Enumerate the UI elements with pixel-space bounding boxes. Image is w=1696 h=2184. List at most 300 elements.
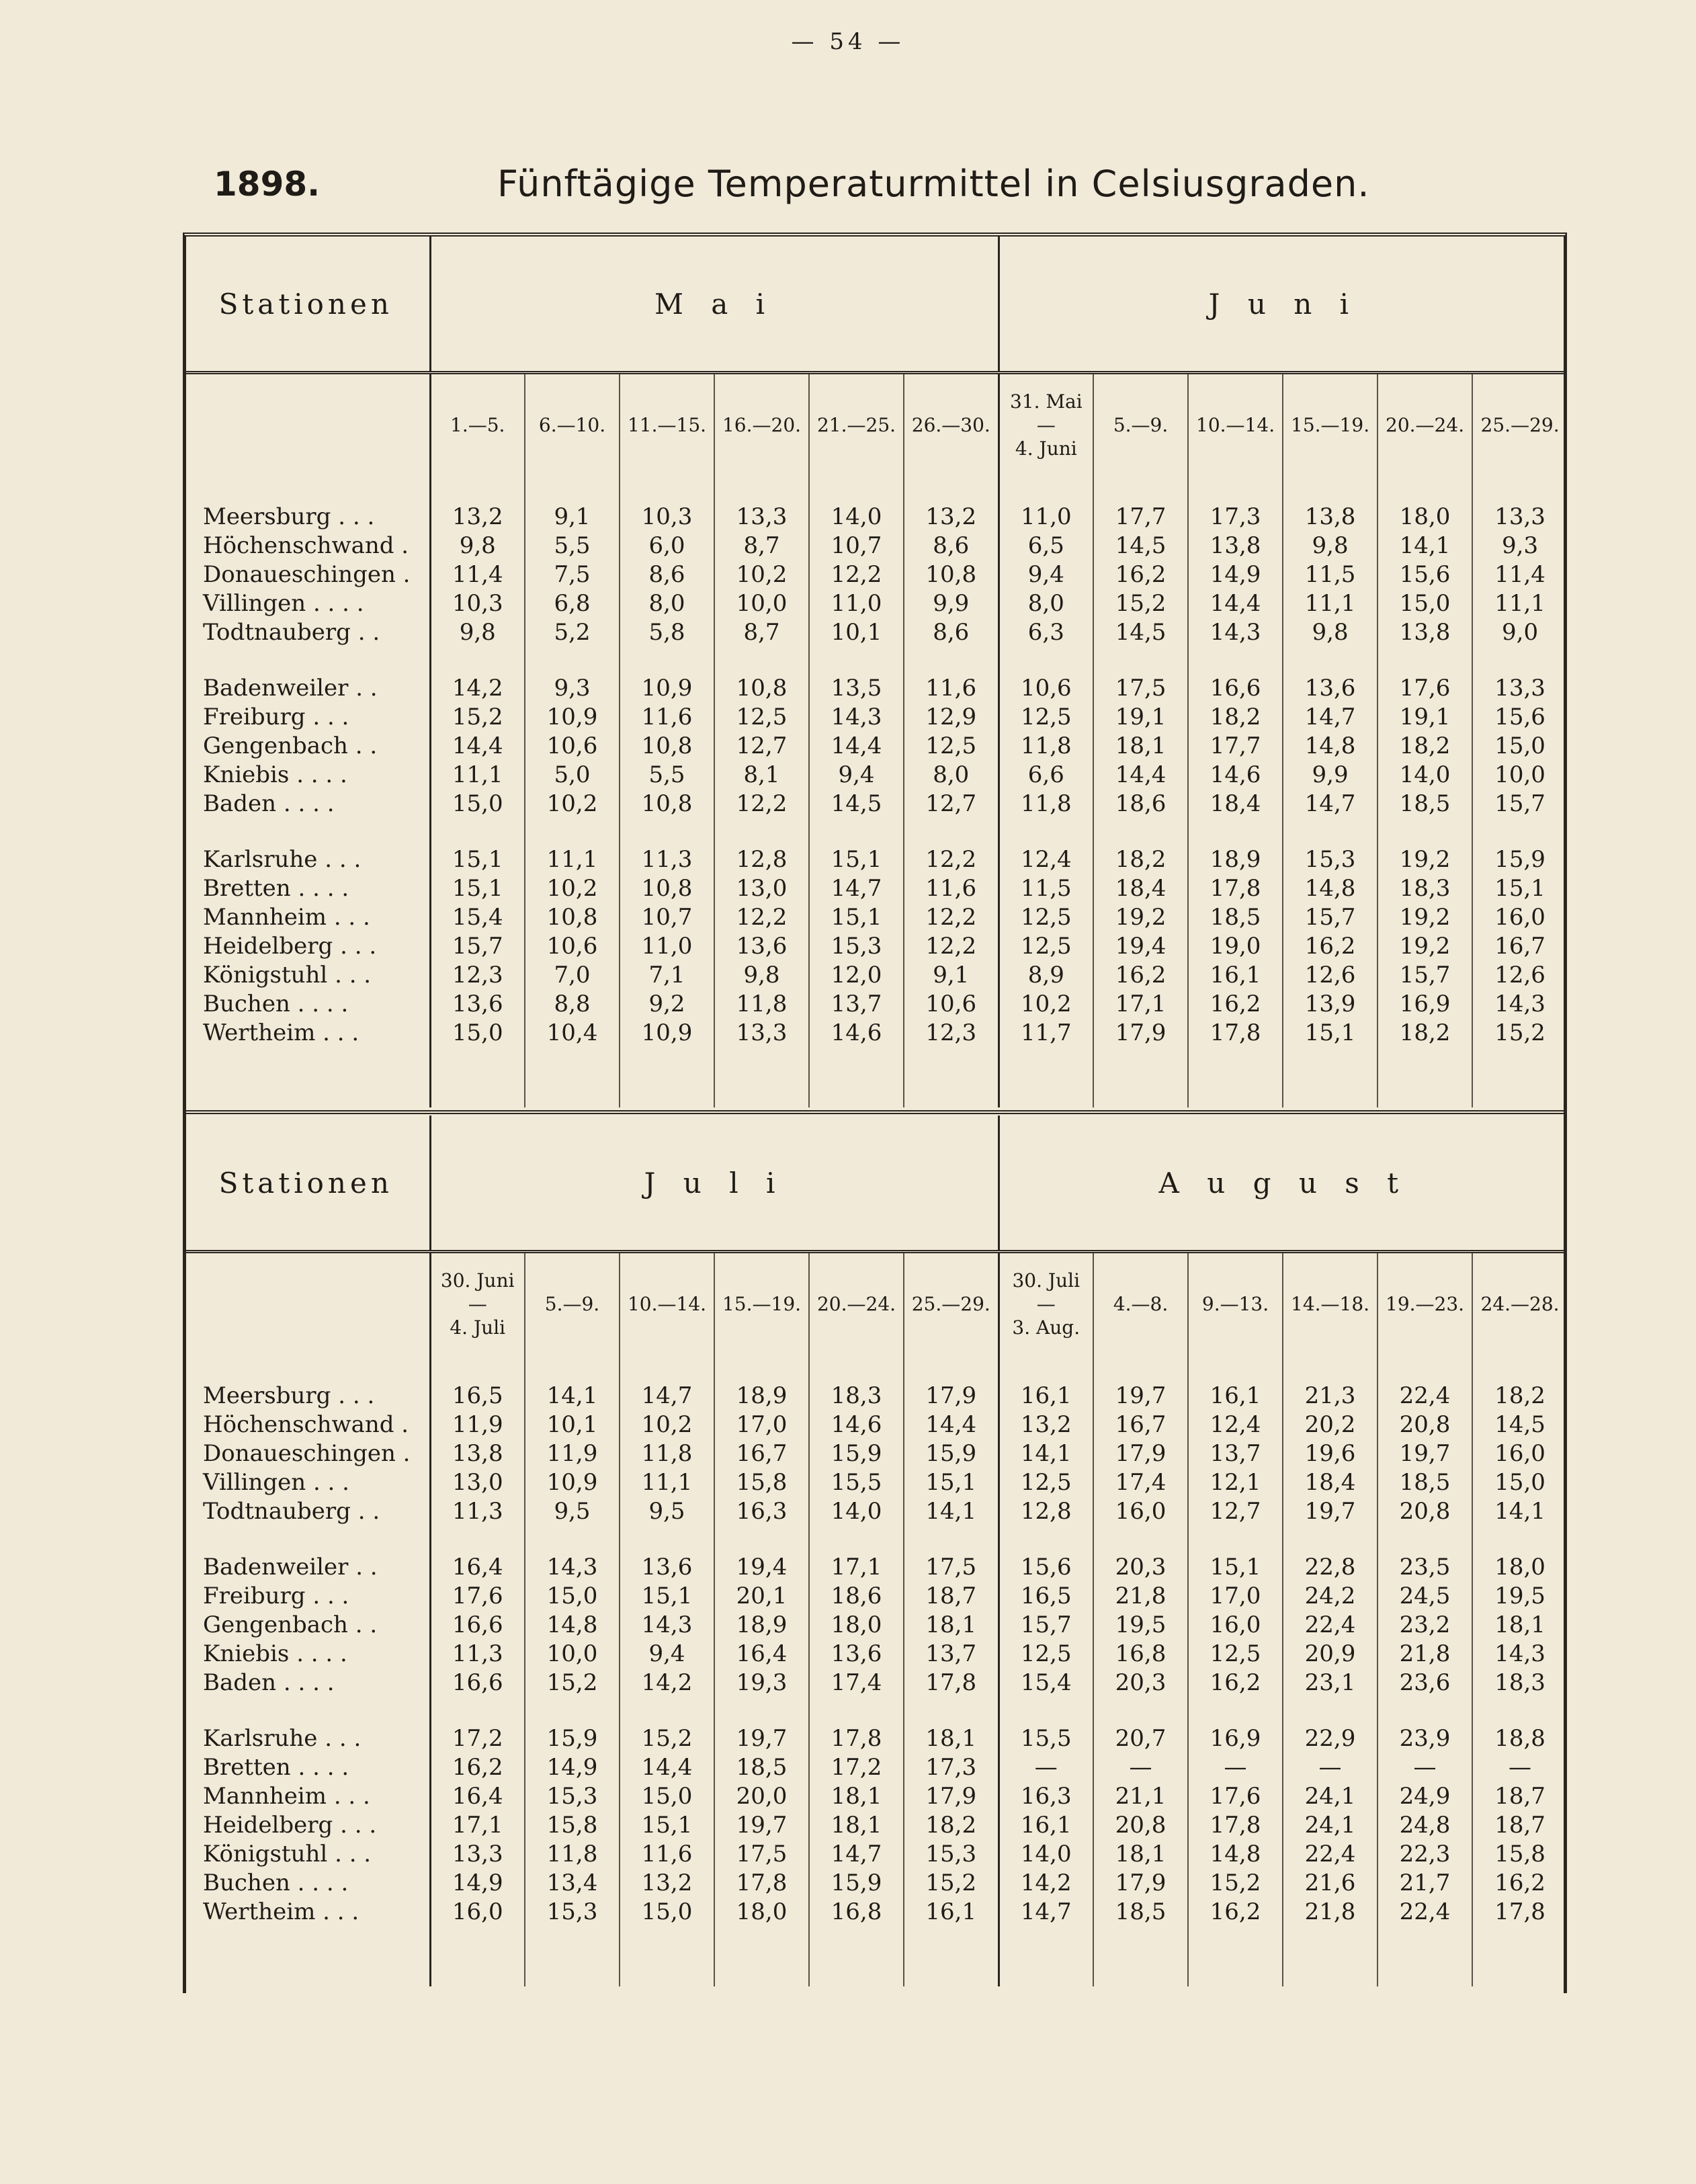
temperature-cell: 15,2: [1472, 1018, 1567, 1047]
temperature-cell: 15,0: [430, 1018, 525, 1047]
temperature-cell: 12,7: [904, 789, 999, 818]
month-right-header: A u g u s t: [999, 1116, 1567, 1252]
temperature-cell: 11,8: [525, 1839, 620, 1868]
temperature-cell: 5,8: [620, 618, 714, 646]
period-header: [620, 1252, 714, 1355]
spacer-cell: [1377, 1697, 1472, 1724]
station-name: Gengenbach . .: [203, 732, 378, 759]
spacer-row: [183, 1926, 1567, 1986]
temperature-cell: 18,2: [904, 1810, 999, 1839]
table-row: [183, 1552, 1567, 1581]
spacer-cell: [525, 1697, 620, 1724]
column-header-line: 10.—14.: [1196, 413, 1275, 436]
spacer-cell: [620, 1697, 714, 1724]
temperature-cell: 14,3: [620, 1610, 714, 1639]
column-header-line: 10.—14.: [627, 1292, 707, 1315]
column-header-line: 4. Juli: [450, 1316, 506, 1339]
temperature-cell: 13,3: [714, 1018, 809, 1047]
temperature-cell: 12,5: [999, 902, 1093, 931]
temperature-cell: 9,9: [904, 589, 999, 618]
temperature-cell: 16,2: [1188, 1668, 1283, 1697]
temperature-cell: 24,1: [1283, 1810, 1377, 1839]
table-row: [183, 989, 1567, 1018]
temperature-cell: 17,5: [904, 1552, 999, 1581]
station-name: Todtnauberg . .: [203, 618, 380, 646]
temperature-cell: 11,4: [1472, 560, 1567, 589]
temperature-cell: 12,5: [1188, 1639, 1283, 1668]
station-name: Heidelberg . . .: [203, 1811, 377, 1839]
spacer-cell: [1472, 646, 1567, 673]
temperature-cell: 18,9: [714, 1610, 809, 1639]
spacer-cell: [714, 1697, 809, 1724]
table-row: [183, 1468, 1567, 1497]
temperature-cell: 10,2: [999, 989, 1093, 1018]
temperature-cell: 15,1: [620, 1810, 714, 1839]
temperature-cell: 16,8: [1093, 1639, 1188, 1668]
temperature-cell: 13,2: [430, 502, 525, 531]
temperature-cell: 15,8: [525, 1810, 620, 1839]
temperature-cell: 18,3: [1377, 874, 1472, 902]
temperature-cell: 24,5: [1377, 1581, 1472, 1610]
temperature-cell: 24,9: [1377, 1781, 1472, 1810]
temperature-cell: 15,9: [809, 1439, 904, 1468]
temperature-cell: 15,0: [1472, 1468, 1567, 1497]
spacer-cell: [904, 1697, 999, 1724]
station-name: Höchenschwand .: [203, 1411, 409, 1438]
temperature-cell: 21,8: [1377, 1639, 1472, 1668]
spacer-cell: [1188, 818, 1283, 845]
temperature-cell: 13,3: [1472, 502, 1567, 531]
spacer-cell: [809, 1354, 904, 1381]
spacer-row: [183, 646, 1567, 673]
column-header-line: 30. Juli: [1012, 1269, 1080, 1292]
temperature-cell: 10,0: [714, 589, 809, 618]
temperature-cell: 18,1: [809, 1810, 904, 1839]
temperature-cell: 17,2: [809, 1753, 904, 1781]
temperature-cell: 20,3: [1093, 1668, 1188, 1697]
temperature-cell: 11,0: [999, 502, 1093, 531]
temperature-cell: 11,5: [1283, 560, 1377, 589]
temperature-cell: 17,8: [1472, 1897, 1567, 1926]
temperature-cell: 9,9: [1283, 760, 1377, 789]
temperature-cell: 14,3: [1472, 989, 1567, 1018]
spacer-cell: [1472, 1926, 1567, 1986]
temperature-cell: 18,0: [714, 1897, 809, 1926]
temperature-cell: 19,0: [1188, 931, 1283, 960]
temperature-cell: 24,2: [1283, 1581, 1377, 1610]
temperature-cell: 24,8: [1377, 1810, 1472, 1839]
temperature-cell: 17,9: [904, 1381, 999, 1410]
temperature-cell: 10,8: [620, 731, 714, 760]
table-row: [183, 931, 1567, 960]
temperature-cell: 17,8: [1188, 874, 1283, 902]
temperature-cell: 15,8: [1472, 1839, 1567, 1868]
temperature-cell: 15,5: [999, 1724, 1093, 1753]
spacer-cell: [430, 1697, 525, 1724]
temperature-cell: 10,2: [714, 560, 809, 589]
station-name: Badenweiler . .: [203, 1553, 378, 1581]
temperature-cell: 16,0: [430, 1897, 525, 1926]
period-header: [1188, 373, 1283, 476]
spacer-cell: [620, 818, 714, 845]
table-row: [183, 1497, 1567, 1525]
temperature-cell: 12,5: [999, 1468, 1093, 1497]
temperature-cell: 10,8: [525, 902, 620, 931]
temperature-cell: 16,6: [1188, 673, 1283, 702]
temperature-cell: 11,8: [714, 989, 809, 1018]
temperature-cell: 15,2: [620, 1724, 714, 1753]
temperature-cell: 7,0: [525, 960, 620, 989]
temperature-cell: 14,4: [809, 731, 904, 760]
temperature-cell: 14,9: [430, 1868, 525, 1897]
temperature-cell: 14,3: [809, 702, 904, 731]
temperature-cell: 13,6: [809, 1639, 904, 1668]
temperature-cell: 12,8: [714, 845, 809, 874]
column-header-line: 15.—19.: [1291, 413, 1370, 436]
temperature-cell: 17,3: [1188, 502, 1283, 531]
temperature-cell: 14,8: [1283, 731, 1377, 760]
spacer-cell: [525, 1926, 620, 1986]
temperature-cell: 10,6: [999, 673, 1093, 702]
station-name: Königstuhl . . .: [203, 961, 372, 989]
table-row: [183, 531, 1567, 560]
station-name: Königstuhl . . .: [203, 1840, 372, 1867]
temperature-cell: 9,8: [1283, 618, 1377, 646]
temperature-cell: 17,6: [1188, 1781, 1283, 1810]
temperature-cell: 10,1: [525, 1410, 620, 1439]
temperature-cell: 11,6: [620, 702, 714, 731]
temperature-cell: 18,7: [1472, 1781, 1567, 1810]
spacer-cell: [1472, 1697, 1567, 1724]
temperature-cell: 14,2: [999, 1868, 1093, 1897]
temperature-cell: 6,5: [999, 531, 1093, 560]
temperature-cell: 19,2: [1093, 902, 1188, 931]
temperature-cell: 17,7: [1093, 502, 1188, 531]
temperature-cell: 15,0: [525, 1581, 620, 1610]
temperature-cell: 9,5: [620, 1497, 714, 1525]
temperature-cell: 13,7: [809, 989, 904, 1018]
spacer-cell: [904, 1525, 999, 1552]
table-may-june: [183, 237, 1567, 1107]
year-label: 1898.: [214, 165, 321, 204]
spacer-cell: [999, 1697, 1093, 1724]
temperature-cell: 12,6: [1472, 960, 1567, 989]
temperature-cell: 14,4: [1093, 760, 1188, 789]
temperature-cell: 18,6: [1093, 789, 1188, 818]
spacer-cell: [1093, 1697, 1188, 1724]
temperature-cell: 18,8: [1472, 1724, 1567, 1753]
temperature-cell: 16,7: [1472, 931, 1567, 960]
data-table: [183, 1116, 1567, 1986]
period-header: [1377, 373, 1472, 476]
spacer-cell: [999, 1926, 1093, 1986]
temperature-cell: 15,4: [999, 1668, 1093, 1697]
column-header-line: 9.—13.: [1201, 1292, 1269, 1315]
column-header-line: 25.—29.: [1480, 413, 1560, 436]
temperature-cell: 16,9: [1188, 1724, 1283, 1753]
spacer-cell: [1093, 818, 1188, 845]
temperature-cell: 10,6: [525, 731, 620, 760]
spacer-cell: [183, 818, 430, 845]
temperature-cell: 19,7: [714, 1810, 809, 1839]
temperature-cell: 18,0: [809, 1610, 904, 1639]
temperature-cell: 21,8: [1093, 1581, 1188, 1610]
temperature-cell: 14,5: [1093, 618, 1188, 646]
temperature-cell: —: [1188, 1753, 1283, 1781]
temperature-cell: 17,8: [904, 1668, 999, 1697]
temperature-cell: 14,5: [1093, 531, 1188, 560]
temperature-cell: 8,0: [904, 760, 999, 789]
page-number: — 54 —: [791, 28, 905, 55]
temperature-cell: 20,7: [1093, 1724, 1188, 1753]
period-header: 6.—10.: [525, 373, 620, 476]
temperature-cell: 10,6: [525, 931, 620, 960]
spacer-cell: [904, 1047, 999, 1107]
spacer-cell: [183, 646, 430, 673]
temperature-cell: 20,1: [714, 1581, 809, 1610]
spacer-cell: [999, 818, 1093, 845]
temperature-cell: 13,2: [620, 1868, 714, 1897]
spacer-cell: [904, 646, 999, 673]
temperature-cell: 17,8: [1188, 1810, 1283, 1839]
temperature-cell: 23,2: [1377, 1610, 1472, 1639]
spacer-cell: [620, 1926, 714, 1986]
temperature-cell: 15,9: [904, 1439, 999, 1468]
temperature-cell: 15,5: [809, 1468, 904, 1497]
temperature-cell: 10,6: [904, 989, 999, 1018]
column-header-line: —: [1036, 1292, 1056, 1315]
spacer-cell: [809, 475, 904, 502]
temperature-cell: 18,9: [714, 1381, 809, 1410]
temperature-cell: 17,9: [1093, 1868, 1188, 1897]
temperature-cell: 17,5: [714, 1839, 809, 1868]
spacer-cell: [809, 1047, 904, 1107]
temperature-cell: 12,5: [999, 1639, 1093, 1668]
spacer-cell: [904, 818, 999, 845]
temperature-cell: 15,3: [1283, 845, 1377, 874]
temperature-cell: 9,8: [714, 960, 809, 989]
spacer-cell: [620, 1354, 714, 1381]
column-header-line: 4.—8.: [1113, 1292, 1169, 1315]
temperature-cell: 14,0: [809, 502, 904, 531]
temperature-cell: 16,5: [999, 1581, 1093, 1610]
temperature-cell: 16,8: [809, 1897, 904, 1926]
temperature-cell: 18,1: [904, 1724, 999, 1753]
column-header-line: 25.—29.: [911, 1292, 990, 1315]
temperature-cell: 14,7: [809, 1839, 904, 1868]
spacer-cell: [183, 475, 430, 502]
temperature-cell: 10,2: [525, 874, 620, 902]
spacer-cell: [620, 646, 714, 673]
temperature-cell: 19,5: [1093, 1610, 1188, 1639]
temperature-cell: 11,1: [430, 760, 525, 789]
temperature-cell: 12,2: [714, 789, 809, 818]
temperature-cell: 13,6: [620, 1552, 714, 1581]
table-row: [183, 1810, 1567, 1839]
table-row: [183, 874, 1567, 902]
station-name: Baden . . . .: [203, 1669, 335, 1696]
station-name: Höchenschwand .: [203, 532, 409, 559]
temperature-cell: 20,8: [1377, 1410, 1472, 1439]
temperature-cell: 14,4: [620, 1753, 714, 1781]
temperature-cell: 16,9: [1377, 989, 1472, 1018]
temperature-cell: 17,8: [809, 1724, 904, 1753]
temperature-cell: 13,8: [430, 1439, 525, 1468]
temperature-cell: 15,1: [809, 902, 904, 931]
temperature-cell: 22,9: [1283, 1724, 1377, 1753]
temperature-cell: 16,1: [904, 1897, 999, 1926]
temperature-cell: 12,2: [714, 902, 809, 931]
temperature-cell: 12,7: [714, 731, 809, 760]
temperature-cell: 16,2: [1188, 989, 1283, 1018]
temperature-cell: 9,2: [620, 989, 714, 1018]
temperature-cell: 16,3: [999, 1781, 1093, 1810]
period-header: [1093, 373, 1188, 476]
temperature-cell: 15,7: [430, 931, 525, 960]
temperature-cell: 22,4: [1283, 1610, 1377, 1639]
temperature-cell: 16,2: [1188, 1897, 1283, 1926]
month-header-row: [183, 1116, 1567, 1252]
spacer-cell: [183, 1047, 430, 1107]
spacer-cell: [1472, 1047, 1567, 1107]
temperature-cell: 8,6: [620, 560, 714, 589]
spacer-cell: [714, 1047, 809, 1107]
temperature-cell: 14,0: [999, 1839, 1093, 1868]
temperature-cell: 16,2: [430, 1753, 525, 1781]
spacer-cell: [714, 1354, 809, 1381]
column-header-line: 5.—9.: [544, 1292, 600, 1315]
temperature-cell: 15,0: [1472, 731, 1567, 760]
temperature-cell: 11,0: [620, 931, 714, 960]
temperature-cell: 19,6: [1283, 1439, 1377, 1468]
temperature-cell: 17,5: [1093, 673, 1188, 702]
temperature-cell: 16,4: [714, 1639, 809, 1668]
station-name: Bretten . . . .: [203, 874, 349, 902]
temperature-cell: 15,7: [1377, 960, 1472, 989]
temperature-cell: 15,6: [1472, 702, 1567, 731]
temperature-cell: 5,2: [525, 618, 620, 646]
temperature-cell: 19,5: [1472, 1581, 1567, 1610]
temperature-cell: 15,6: [999, 1552, 1093, 1581]
temperature-cell: 15,1: [430, 874, 525, 902]
table-row: [183, 673, 1567, 702]
spacer-cell: [525, 818, 620, 845]
temperature-cell: 20,2: [1283, 1410, 1377, 1439]
table-row: [183, 1639, 1567, 1668]
spacer-cell: [1472, 1354, 1567, 1381]
spacer-cell: [525, 1354, 620, 1381]
spacer-cell: [183, 1354, 430, 1381]
spacer-cell: [620, 1525, 714, 1552]
table-row: [183, 1839, 1567, 1868]
temperature-cell: 15,3: [904, 1839, 999, 1868]
temperature-cell: 15,6: [1377, 560, 1472, 589]
spacer-cell: [999, 1354, 1093, 1381]
temperature-cell: 19,2: [1377, 845, 1472, 874]
temperature-cell: 10,9: [620, 673, 714, 702]
station-name: Villingen . . .: [203, 1468, 349, 1496]
spacer-cell: [183, 1525, 430, 1552]
temperature-cell: 19,4: [1093, 931, 1188, 960]
stations-header: Stationen: [183, 237, 430, 373]
temperature-cell: 11,3: [430, 1639, 525, 1668]
temperature-cell: 8,6: [904, 531, 999, 560]
temperature-cell: 13,3: [430, 1839, 525, 1868]
temperature-cell: 9,4: [809, 760, 904, 789]
temperature-cell: 14,8: [1188, 1839, 1283, 1868]
temperature-cell: 16,7: [714, 1439, 809, 1468]
temperature-cell: 18,3: [1472, 1668, 1567, 1697]
station-name: Freiburg . . .: [203, 1582, 349, 1609]
period-header: [1283, 1252, 1377, 1355]
table-row: [183, 760, 1567, 789]
temperature-cell: 11,8: [620, 1439, 714, 1468]
temperature-cell: 14,3: [525, 1552, 620, 1581]
temperature-cell: 12,4: [1188, 1410, 1283, 1439]
temperature-cell: 9,8: [430, 618, 525, 646]
table-row: [183, 960, 1567, 989]
temperature-cell: 15,9: [809, 1868, 904, 1897]
period-header: [430, 1252, 525, 1355]
spacer-cell: [1283, 818, 1377, 845]
temperature-cell: 12,0: [809, 960, 904, 989]
period-header: [714, 1252, 809, 1355]
temperature-cell: 15,2: [1093, 589, 1188, 618]
temperature-cell: 10,0: [525, 1639, 620, 1668]
temperature-cell: 13,6: [714, 931, 809, 960]
temperature-cell: 17,1: [1093, 989, 1188, 1018]
column-header-line: —: [468, 1292, 487, 1315]
spacer-cell: [1283, 646, 1377, 673]
spacer-cell: [430, 1047, 525, 1107]
temperature-cell: 16,1: [1188, 1381, 1283, 1410]
temperature-cell: 10,7: [620, 902, 714, 931]
temperature-cell: 16,2: [1283, 931, 1377, 960]
station-name: Wertheim . . .: [203, 1898, 359, 1925]
temperature-cell: 14,9: [525, 1753, 620, 1781]
temperature-cell: 12,5: [714, 702, 809, 731]
spacer-cell: [1093, 646, 1188, 673]
table-row: [183, 1610, 1567, 1639]
table-row: [183, 1439, 1567, 1468]
spacer-cell: [1472, 1525, 1567, 1552]
temperature-cell: 12,4: [999, 845, 1093, 874]
spacer-cell: [999, 646, 1093, 673]
temperature-cell: 20,9: [1283, 1639, 1377, 1668]
temperature-cell: 15,8: [714, 1468, 809, 1497]
station-name: Karlsruhe . . .: [203, 845, 362, 873]
temperature-cell: 11,6: [904, 874, 999, 902]
temperature-cell: 12,2: [809, 560, 904, 589]
temperature-cell: 13,6: [1283, 673, 1377, 702]
table-row: [183, 1018, 1567, 1047]
spacer-cell: [620, 1047, 714, 1107]
temperature-cell: 18,1: [904, 1610, 999, 1639]
temperature-cell: 12,5: [999, 931, 1093, 960]
temperature-cell: 17,0: [714, 1410, 809, 1439]
spacer-cell: [1283, 1354, 1377, 1381]
temperature-cell: 13,8: [1283, 502, 1377, 531]
table-row: [183, 1381, 1567, 1410]
temperature-cell: 19,7: [1377, 1439, 1472, 1468]
temperature-cell: 16,2: [1472, 1868, 1567, 1897]
spacer-cell: [809, 818, 904, 845]
temperature-cell: 10,0: [1472, 760, 1567, 789]
temperature-cell: 17,9: [904, 1781, 999, 1810]
temperature-cell: 18,2: [1472, 1381, 1567, 1410]
temperature-cell: 19,2: [1377, 902, 1472, 931]
station-name: Donaueschingen .: [203, 1439, 411, 1467]
